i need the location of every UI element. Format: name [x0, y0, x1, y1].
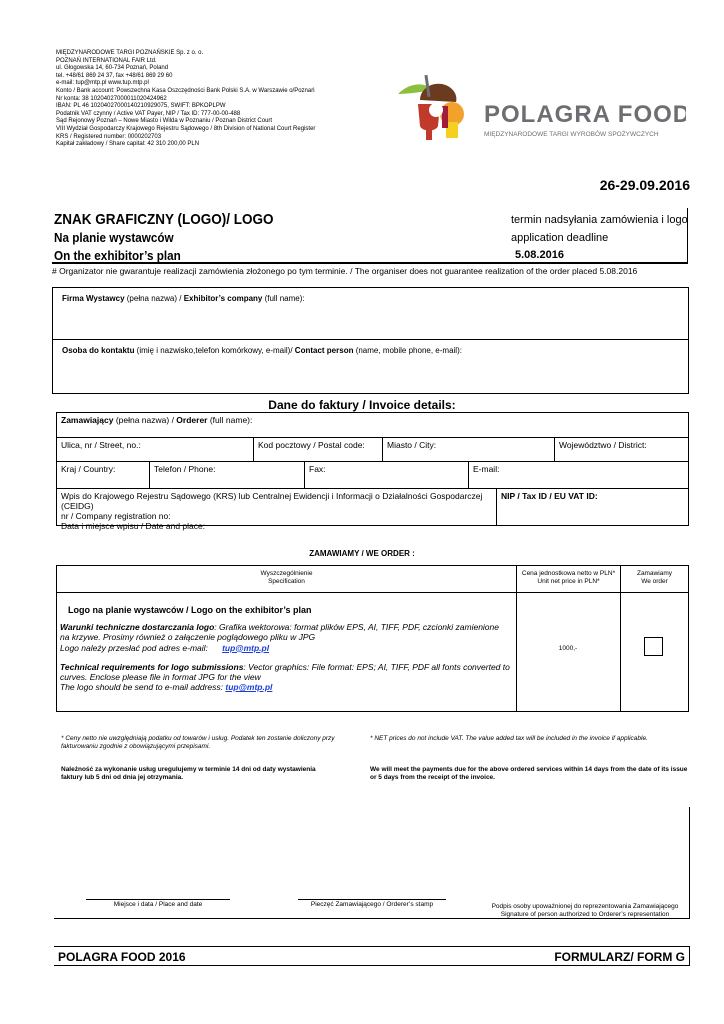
spec-header-pl: Wyszczególnienie: [260, 570, 313, 577]
divider: [52, 262, 688, 263]
spec-pl-text: : Grafika wektorowa: format plików EPS, AI, TIFF, PDF, czcionki zamienione na krzywe. Prosimy również o załączenie poglądowego pliku w JPG: [60, 622, 499, 643]
phone-field[interactable]: Telefon / Phone:: [149, 461, 305, 489]
email-field[interactable]: E-mail:: [468, 461, 689, 489]
spec-en-email: [60, 682, 510, 692]
deadline-label-en: application deadline: [511, 232, 609, 244]
logo-emblem-icon: [396, 70, 686, 150]
logo-tagline: MIĘDZYNARODOWE TARGI WYROBÓW SPOŻYWCZYCH: [484, 131, 659, 138]
orderer-field[interactable]: [56, 412, 689, 438]
email-label: The logo should be send to e-mail address:: [60, 682, 224, 693]
email-link[interactable]: tup@mtp.pl: [225, 682, 273, 693]
label-text: (pełna nazwa) /: [113, 415, 177, 425]
order-title: ZAMAWIAMY / WE ORDER :: [309, 549, 415, 558]
signature-label-en: Signature of person authorized to Orderer’s representation: [500, 911, 670, 918]
spec-pl: [60, 622, 510, 642]
payment-note-en: We will meet the payments due for the above ordered services within 14 days from the date of its issue or 5 days from the receipt of the invoice.: [370, 766, 688, 781]
label-bold: Zamawiający: [61, 415, 114, 425]
invoice-title: Dane do faktury / Invoice details:: [268, 398, 456, 412]
label-text: (name, mobile phone, e-mail):: [353, 346, 462, 355]
spec-en: [60, 662, 510, 682]
company-line: e-mail: tup@mtp.pl www.tup.mtp.pl: [56, 80, 149, 87]
company-line: POZNAŃ INTERNATIONAL FAIR Ltd.: [56, 57, 157, 64]
company-line: Nr konta: 38 10204027000011020424962: [56, 95, 167, 102]
unit-price: 1000,-: [558, 645, 578, 652]
email-link[interactable]: tup@mtp.pl: [222, 642, 270, 653]
company-info: [56, 50, 356, 149]
province-field[interactable]: Województwo / District:: [554, 437, 689, 462]
contact-person-field[interactable]: [62, 346, 462, 355]
street-field[interactable]: Ulica, nr / Street, no.:: [56, 437, 254, 462]
company-line: KRS / Registered number: 0000202703: [56, 133, 162, 140]
fax-field[interactable]: Fax:: [304, 461, 469, 489]
order-checkbox[interactable]: [644, 637, 663, 656]
label-bold: Orderer: [176, 415, 208, 425]
company-line: Kapitał zakładowy / Share capital: 42 310 200,00 PLN: [56, 141, 200, 148]
stamp-label: Pieczęć Zamawiającego / Orderer’s stamp: [310, 901, 434, 908]
spec-pl-email: [60, 643, 510, 653]
krs-field[interactable]: [56, 488, 497, 531]
form-subtitle-en: On the exhibitor’s plan: [54, 248, 181, 263]
company-line: Konto / Bank account: Powszechna Kasa Oszczędności Bank Polski S.A. w Warszawie o/Poznań: [56, 87, 315, 94]
label-bold: Exhibitor’s company: [183, 294, 263, 303]
company-line: Podatnik VAT czynny / Active VAT Payer, NIP / Tax ID: 777-00-00-488: [56, 110, 241, 117]
krs-line: Wpis do Krajowego Rejestru Sądowego (KRS) lub Centralnej Ewidencji i Informacji o Działalności Gospodarczej (CEIDG): [61, 491, 483, 511]
label-text: (full name):: [207, 415, 253, 425]
spec-header: [56, 570, 517, 586]
place-date-label: Miejsce i data / Place and date: [113, 901, 203, 908]
label-bold: Osoba do kontaktu: [62, 346, 135, 355]
payment-note-pl: Należność za wykonanie usług uregulujemy w terminie 14 dni od daty wystawienia faktury lub 5 dni od dnia jej otrzymania.: [61, 766, 316, 781]
label-bold: Firma Wystawcy: [62, 294, 125, 303]
spec-header-en: Specification: [268, 578, 305, 585]
krs-line: nr / Company registration no:: [61, 511, 171, 521]
order-header-en: We order: [641, 578, 668, 585]
spec-en-bold: Technical requirements for logo submissions: [60, 661, 244, 672]
label-text: (imię i nazwisko,telefon komórkowy, e-mail)/: [134, 346, 295, 355]
footer-event: POLAGRA FOOD 2016: [58, 950, 186, 964]
stamp-line[interactable]: [298, 899, 446, 900]
signature-label-pl: Podpis osoby upoważnionej do reprezentowania Zamawiającego: [491, 903, 679, 910]
polagra-food-logo: [396, 70, 686, 150]
city-field[interactable]: Miasto / City:: [382, 437, 555, 462]
place-date-line[interactable]: [86, 899, 230, 900]
logo-name: POLAGRA FOOD: [484, 101, 686, 128]
form-title: ZNAK GRAFICZNY (LOGO)/ LOGO: [54, 211, 274, 228]
country-field[interactable]: Kraj / Country:: [56, 461, 150, 489]
divider: [52, 339, 689, 340]
krs-line: Data i miejsce wpisu / Date and place:: [61, 521, 206, 531]
vat-note-en: * NET prices do not include VAT. The value added tax will be included in the invoice if applicable.: [370, 735, 648, 742]
company-line: MIĘDZYNARODOWE TARGI POZNAŃSKIE Sp. z o. o.: [56, 50, 204, 56]
email-label: Logo należy przesłać pod adres e-mail:: [60, 642, 208, 653]
vat-note-pl: * Ceny netto nie uwzględniają podatku od towarów i usług. Podatek ten zostanie doliczony przy fakturowaniu zgodnie z obowiązującymi przepisami.: [61, 735, 335, 750]
company-line: Sąd Rejonowy Poznań – Nowe Miasto i Wilda w Poznaniu / Poznan District Court: [56, 118, 273, 125]
order-item-spec: [60, 605, 510, 692]
spec-en-text: : Vector graphics: File format: EPS; AI, TIFF, PDF all fonts converted to curves. Enclose please file in format JPG for the view: [60, 661, 510, 683]
deadline-note: # Organizator nie gwarantuje realizacji zamówienia złożonego po tym terminie. / The organiser does not guarantee realization of the order placed 5.08.2016: [52, 266, 638, 276]
footer-form: FORMULARZ/ FORM G: [554, 950, 685, 964]
order-header: [620, 570, 689, 586]
deadline-date: 5.08.2016: [515, 249, 564, 261]
exhibitor-box: [52, 287, 689, 394]
spec-pl-bold: Warunki techniczne dostarczania logo: [60, 622, 215, 633]
company-line: VIII Wydział Gospodarczy Krajowego Rejestru Sądowego / 8th Division of National Court Register: [56, 125, 316, 132]
nip-field[interactable]: NIP / Tax ID / EU VAT ID:: [496, 488, 689, 526]
label-bold: Contact person: [294, 346, 354, 355]
exhibitor-company-field[interactable]: [62, 294, 305, 303]
item-title: Logo na planie wystawców / Logo on the exhibitor’s plan: [68, 605, 312, 615]
company-line: tel. +48/61 869 24 37, fax +48/61 869 29 60: [56, 72, 173, 79]
label-text: (full name):: [262, 294, 305, 303]
form-subtitle-pl: Na planie wystawców: [54, 230, 174, 245]
event-dates: 26-29.09.2016: [599, 177, 690, 193]
deadline-label-pl: termin nadsyłania zamówienia i logo: [511, 214, 688, 226]
company-line: IBAN: PL 46 10204027000140210929075, SWIFT: BPKOPLPW: [56, 103, 226, 110]
company-line: ul. Głogowska 14, 60-734 Poznań, Poland: [56, 65, 169, 72]
order-header-pl: Zamawiamy: [636, 570, 673, 577]
price-header-en: Unit net price in PLN*: [537, 578, 600, 585]
postal-code-field[interactable]: Kod pocztowy / Postal code:: [253, 437, 383, 462]
signature-label: [475, 903, 695, 919]
label-text: (pełna nazwa) /: [124, 294, 184, 303]
price-header-pl: Cena jednostkowa netto w PLN*: [521, 570, 616, 577]
price-header: [516, 570, 621, 586]
